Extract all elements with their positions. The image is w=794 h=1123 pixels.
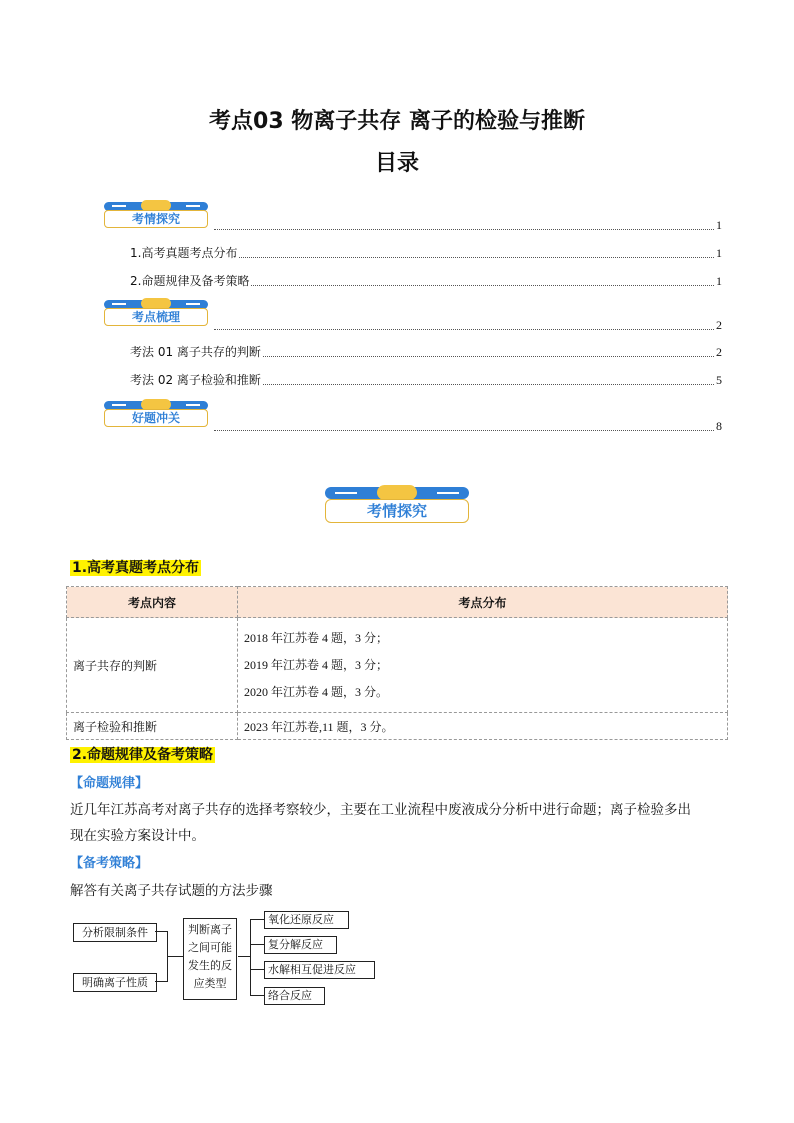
toc-heading: 目录 [374, 151, 419, 176]
flow-connector [167, 956, 183, 957]
flow-arrow [250, 944, 264, 945]
toc-badge-practice[interactable]: 好题冲关 [104, 399, 208, 427]
section-heading-distribution: 1.高考真题考点分布 [72, 560, 200, 576]
toc-entry-exam-analysis[interactable]: 1 [212, 218, 722, 233]
toc-badge-exam-analysis[interactable]: 考情探究 [104, 200, 208, 228]
flow-box-complexation: 络合反应 [264, 987, 325, 1005]
section-heading-strategy: 2.命题规律及备考策略 [72, 747, 214, 763]
table-row: 离子共存的判断 2018 年江苏卷 4 题，3 分； 2019 年江苏卷 4 题，3 分； 2020 年江苏卷 4 题，3 分。 [67, 618, 728, 713]
toc-badge-key-points[interactable]: 考点梳理 [104, 298, 208, 326]
table-row: 离子检验和推断 2023 年江苏卷,11 题，3 分。 [67, 713, 728, 740]
table-header-row: 考点内容 考点分布 [67, 587, 728, 618]
badge-pill-icon [377, 485, 417, 500]
flow-arrow [250, 969, 264, 970]
flow-connector [155, 931, 167, 932]
page-title: 考点03 物离子共存 离子的检验与推断 [209, 109, 585, 134]
flow-box-properties: 明确离子性质 [73, 973, 157, 992]
strategy-text: 解答有关离子共存试题的方法步骤 [70, 883, 273, 899]
toc-entry-item-1[interactable]: 1.高考真题考点分布 1 [130, 246, 722, 260]
flow-box-hydrolysis: 水解相互促进反应 [264, 961, 375, 979]
strategy-label: 【备考策略】 [70, 856, 149, 871]
rule-text: 近几年江苏高考对离子共存的选择考察较少，主要在工业流程中废液成分分析中进行命题；离子检验多出 现在实验方案设计中。 [70, 802, 691, 844]
flow-connector [155, 981, 167, 982]
toc-entry-item-4[interactable]: 考法 02 离子检验和推断 5 [130, 373, 722, 387]
flow-box-double-decomposition: 复分解反应 [264, 936, 337, 954]
flow-arrow [250, 995, 264, 996]
flow-box-reaction-type: 判断离子 之间可能 发生的反 应类型 [183, 918, 237, 1000]
toc-entry-key-points[interactable]: 2 [212, 318, 722, 333]
distribution-table [66, 586, 728, 740]
toc-entry-item-3[interactable]: 考法 01 离子共存的判断 2 [130, 345, 722, 359]
toc-entry-practice[interactable]: 8 [212, 419, 722, 434]
section-badge: 考情探究 [325, 485, 469, 523]
flow-connector [250, 919, 251, 995]
flow-box-redox: 氧化还原反应 [264, 911, 349, 929]
flow-connector [238, 956, 250, 957]
rule-label: 【命题规律】 [70, 776, 149, 791]
toc-entry-item-2[interactable]: 2.命题规律及备考策略 1 [130, 274, 722, 288]
flow-arrow [250, 919, 264, 920]
flow-box-conditions: 分析限制条件 [73, 923, 157, 942]
